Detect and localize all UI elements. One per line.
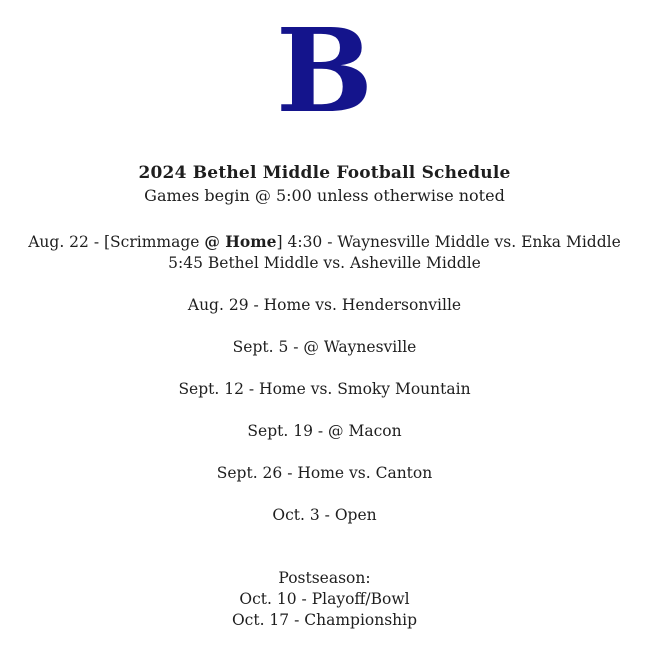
game-entry-scrimmage xyxy=(0,231,649,274)
scrimmage-home-bold-text: @ Home xyxy=(204,232,277,251)
school-logo-letter: B xyxy=(275,4,374,139)
game-entry-aug29: Aug. 29 - Home vs. Hendersonville xyxy=(187,296,462,314)
game-entry-sept26: Sept. 26 - Home vs. Canton xyxy=(216,464,433,482)
scrimmage-prefix-text: Aug. 22 - [Scrimmage xyxy=(28,233,205,251)
scrimmage-suffix-text: ] 4:30 - Waynesville Middle vs. Enka Middle xyxy=(276,233,621,251)
game-entry-sept5: Sept. 5 - @ Waynesville xyxy=(232,338,417,356)
postseason-entry-oct17: Oct. 17 - Championship xyxy=(231,611,418,629)
game-entry-sept19: Sept. 19 - @ Macon xyxy=(247,422,402,440)
game-entry-scrimmage-line1 xyxy=(0,231,649,253)
schedule-title: 2024 Bethel Middle Football Schedule xyxy=(138,163,511,183)
game-entry-scrimmage-line2: 5:45 Bethel Middle vs. Asheville Middle xyxy=(168,254,481,272)
game-entry-oct3: Oct. 3 - Open xyxy=(272,506,377,524)
schedule-note: Games begin @ 5:00 unless otherwise noted xyxy=(144,186,505,205)
postseason-section xyxy=(0,568,649,631)
postseason-entry-oct10: Oct. 10 - Playoff/Bowl xyxy=(239,590,410,608)
postseason-heading: Postseason: xyxy=(278,569,371,587)
game-entry-sept12: Sept. 12 - Home vs. Smoky Mountain xyxy=(178,380,471,398)
schedule-list xyxy=(0,231,649,631)
logo-container xyxy=(0,0,649,139)
